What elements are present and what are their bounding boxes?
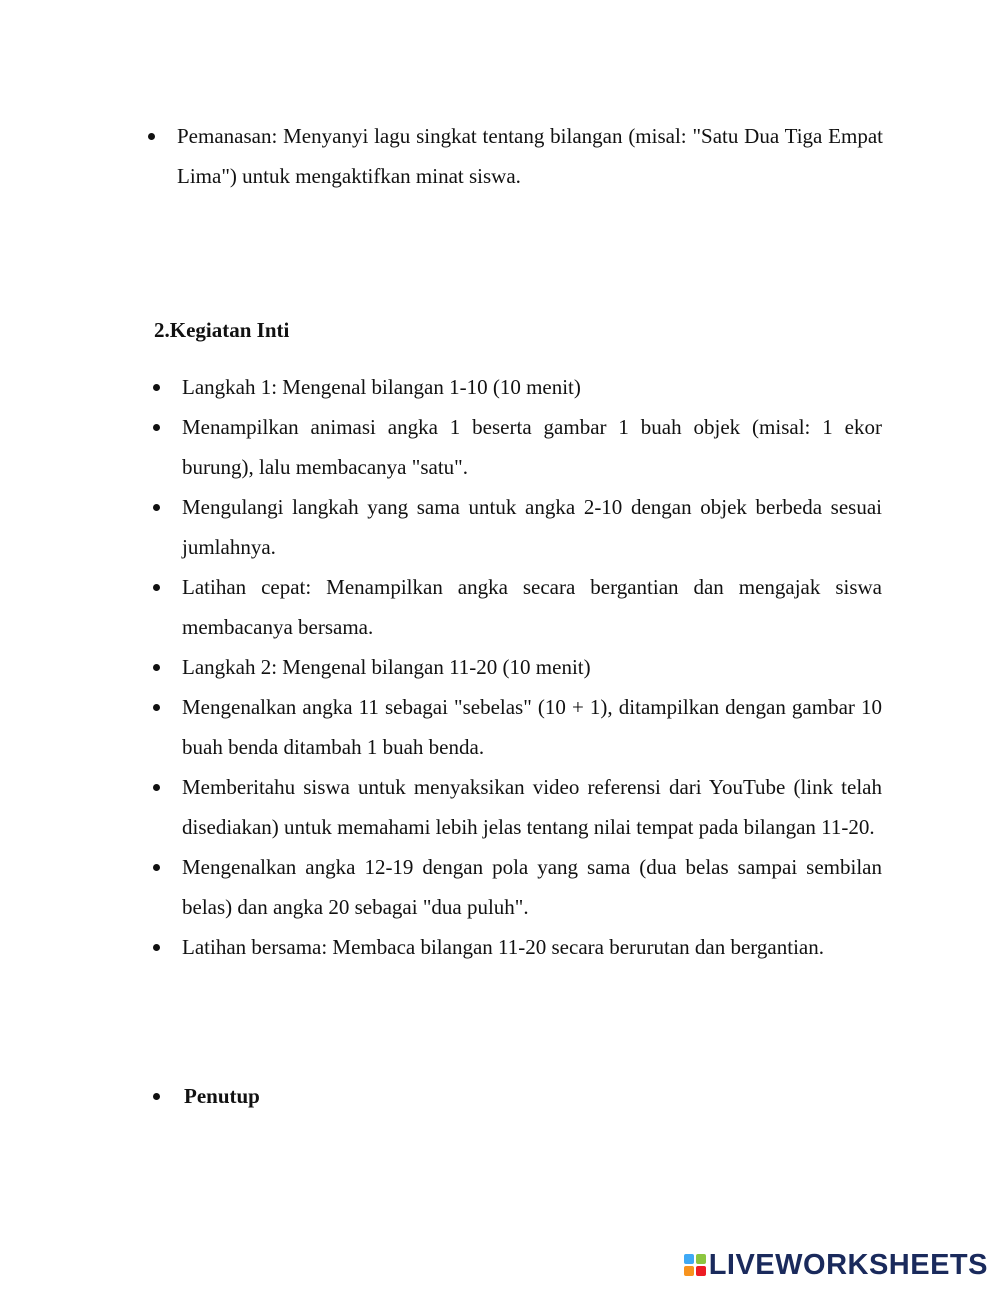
list-item — [153, 407, 882, 487]
list-item-text: Mengulangi langkah yang sama untuk angka 2-10 dengan objek berbeda sesuai jumlahnya. — [182, 495, 882, 559]
bullet-icon — [153, 424, 160, 431]
logo-square — [696, 1254, 706, 1264]
list-item-text: Mengenalkan angka 11 sebagai "sebelas" (10 + 1), ditampilkan dengan gambar 10 buah benda ditambah 1 buah benda. — [182, 695, 882, 759]
bullet-icon — [153, 944, 160, 951]
liveworksheets-logo-icon — [684, 1254, 706, 1276]
list-item-text: Menampilkan animasi angka 1 beserta gambar 1 buah objek (misal: 1 ekor burung), lalu membacanya "satu". — [182, 415, 882, 479]
list-item — [153, 687, 882, 767]
list-item — [153, 567, 882, 647]
list-item-text: Mengenalkan angka 12-19 dengan pola yang sama (dua belas sampai sembilan belas) dan angka 20 sebagai "dua puluh". — [182, 855, 882, 919]
bullet-icon — [148, 133, 155, 140]
activity-list — [153, 367, 882, 967]
bullet-icon — [153, 864, 160, 871]
list-item-text: Memberitahu siswa untuk menyaksikan video referensi dari YouTube (link telah disediakan) untuk memahami lebih jelas tentang nilai tempat pada bilangan 11-20. — [182, 775, 882, 839]
bullet-icon — [153, 704, 160, 711]
list-item — [153, 647, 882, 687]
liveworksheets-logo[interactable] — [684, 1250, 988, 1280]
logo-square — [684, 1266, 694, 1276]
intro-list — [148, 116, 883, 196]
list-item-text: Pemanasan: Menyanyi lagu singkat tentang bilangan (misal: "Satu Dua Tiga Empat Lima") untuk mengaktifkan minat siswa. — [177, 124, 883, 188]
list-item-text: Langkah 1: Mengenal bilangan 1-10 (10 menit) — [182, 375, 581, 399]
list-item — [153, 367, 882, 407]
bullet-icon — [153, 784, 160, 791]
bullet-icon — [153, 664, 160, 671]
logo-square — [696, 1266, 706, 1276]
list-item-text: Latihan cepat: Menampilkan angka secara bergantian dan mengajak siswa membacanya bersama. — [182, 575, 882, 639]
section-heading: 2.Kegiatan Inti — [154, 318, 290, 342]
list-item — [153, 847, 882, 927]
list-item — [148, 116, 883, 196]
closing-list — [153, 1080, 260, 1112]
list-item — [153, 1080, 260, 1112]
list-item — [153, 767, 882, 847]
list-item — [153, 927, 882, 967]
list-item-text: Langkah 2: Mengenal bilangan 11-20 (10 menit) — [182, 655, 591, 679]
closing-label: Penutup — [184, 1084, 260, 1108]
bullet-icon — [153, 384, 160, 391]
logo-square — [684, 1254, 694, 1264]
bullet-icon — [153, 504, 160, 511]
logo-text: LIVEWORKSHEETS — [708, 1249, 988, 1281]
list-item — [153, 487, 882, 567]
list-item-text: Latihan bersama: Membaca bilangan 11-20 secara berurutan dan bergantian. — [182, 935, 824, 959]
bullet-icon — [153, 584, 160, 591]
bullet-icon — [153, 1093, 160, 1100]
